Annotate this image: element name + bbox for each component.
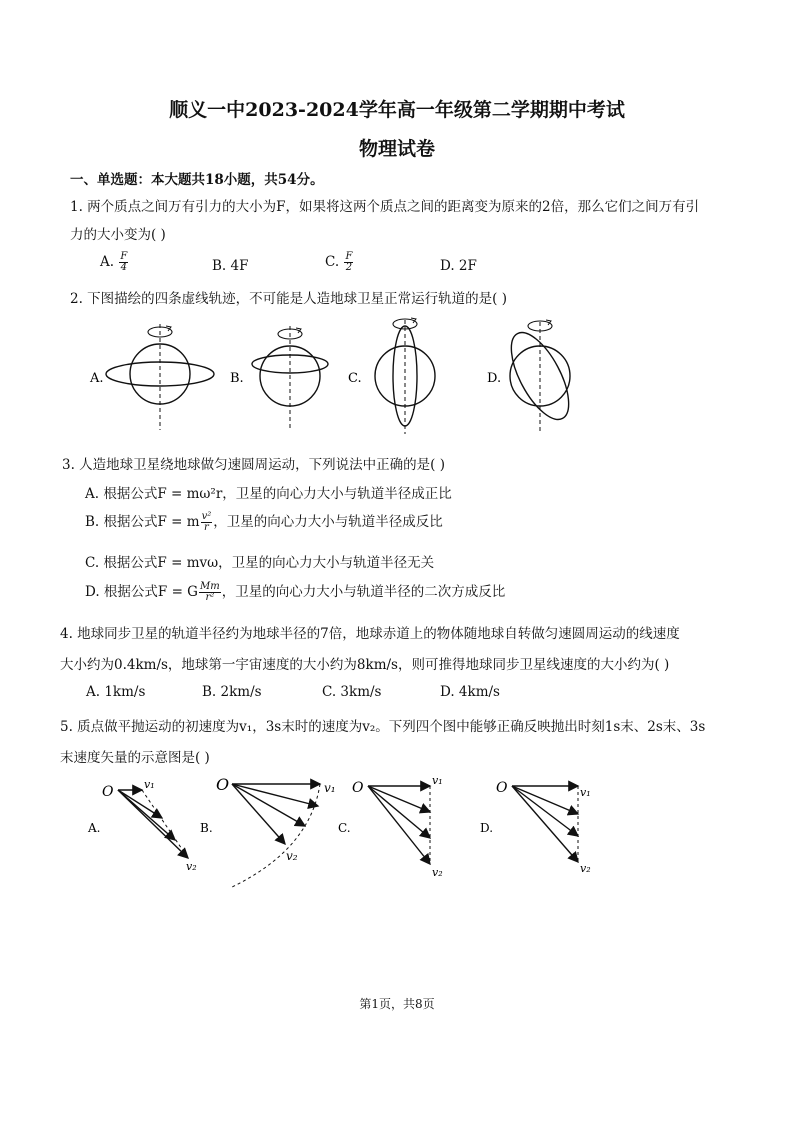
svg-text:B.: B. — [200, 821, 213, 835]
svg-text:v₁: v₁ — [324, 781, 336, 795]
exam-title: 顺义一中2023-2024学年高一年级第二学期期中考试 — [169, 99, 625, 121]
svg-text:v₂: v₂ — [186, 860, 197, 873]
q5-figure-a — [87, 778, 197, 873]
q3-option-b: B. 根据公式F = m $\frac{\text{v²}}{r}$ ，卫星的向心力大小与轨道半径成反比 — [85, 511, 443, 533]
q2-figure-b — [230, 326, 328, 430]
q4-option-a: A. 1km/s — [86, 684, 146, 700]
q1-stem-line2: 力的大小变为( ) — [70, 227, 166, 243]
svg-text:O: O — [496, 780, 508, 796]
q2-label-d: D. — [487, 371, 502, 386]
q5-figure-d — [480, 780, 591, 875]
page-number: 第1页，共8页 — [359, 997, 435, 1011]
svg-text:v₁: v₁ — [144, 778, 155, 791]
q2-label-b: B. — [230, 371, 244, 386]
q4-option-c: C. 3km/s — [322, 684, 382, 700]
q2-orbit-figures — [80, 312, 620, 442]
svg-text:A.: A. — [88, 821, 101, 835]
svg-text:v₁: v₁ — [432, 774, 443, 787]
q5-figure-b — [200, 775, 336, 888]
q1-option-c: C. $\frac{F}{2}$ — [325, 251, 353, 273]
q4-option-d: D. 4km/s — [440, 684, 500, 700]
svg-text:v₂: v₂ — [432, 866, 443, 879]
svg-text:v₂: v₂ — [286, 849, 298, 863]
q1-option-d: D. 2F — [440, 258, 477, 274]
q4-stem-line2: 大小约为0.4km/s，地球第一宇宙速度的大小约为8km/s，则可推得地球同步卫星线速度的大小约为( ) — [60, 657, 670, 673]
q3-option-d: D. 根据公式F = G $\frac{Mm}{\text{r²}}$ ，卫星的向心力大小与轨道半径的二次方成反比 — [85, 581, 506, 603]
svg-text:O: O — [216, 775, 230, 794]
svg-text:C.: C. — [338, 821, 351, 835]
q3-option-c: C. 根据公式F = mvω，卫星的向心力大小与轨道半径无关 — [85, 555, 435, 571]
q5-velocity-figures — [80, 770, 620, 890]
q1-option-b: B. 4F — [212, 258, 249, 274]
q4-stem-line1: 4. 地球同步卫星的轨道半径约为地球半径的7倍，地球赤道上的物体随地球自转做匀速圆周运动的线速度 — [60, 626, 680, 642]
q2-figure-d — [487, 320, 580, 434]
q1-stem-line1: 1. 两个质点之间万有引力的大小为F，如果将这两个质点之间的距离变为原来的2倍，那么它们之间万有引 — [70, 199, 700, 215]
svg-text:O: O — [352, 780, 364, 796]
svg-text:v₂: v₂ — [580, 862, 591, 875]
q2-stem: 2. 下图描绘的四条虚线轨迹，不可能是人造地球卫星正常运行轨道的是( ) — [70, 291, 507, 307]
q2-figure-c — [348, 318, 435, 434]
q1-option-a: A. $\frac{F}{4}$ — [100, 251, 128, 273]
section-heading: 一、单选题：本大题共18小题，共54分。 — [70, 172, 324, 188]
q5-stem-line1: 5. 质点做平抛运动的初速度为v₁，3s末时的速度为v₂。下列四个图中能够正确反映抛出时刻1s末、2s末、3s — [60, 719, 706, 735]
q2-label-a: A. — [90, 371, 104, 386]
svg-text:D.: D. — [480, 821, 494, 835]
q3-stem: 3. 人造地球卫星绕地球做匀速圆周运动，下列说法中正确的是( ) — [62, 457, 445, 473]
svg-text:O: O — [102, 784, 114, 800]
exam-subtitle: 物理试卷 — [358, 138, 435, 160]
svg-text:v₁: v₁ — [580, 786, 591, 799]
q3-option-a: A. 根据公式F = mω²r，卫星的向心力大小与轨道半径成正比 — [85, 486, 452, 502]
q2-figure-a — [89, 324, 214, 430]
q5-stem-line2: 末速度矢量的示意图是( ) — [60, 750, 210, 766]
q2-label-c: C. — [348, 371, 362, 386]
q4-option-b: B. 2km/s — [202, 684, 262, 700]
q5-figure-c — [338, 774, 443, 879]
